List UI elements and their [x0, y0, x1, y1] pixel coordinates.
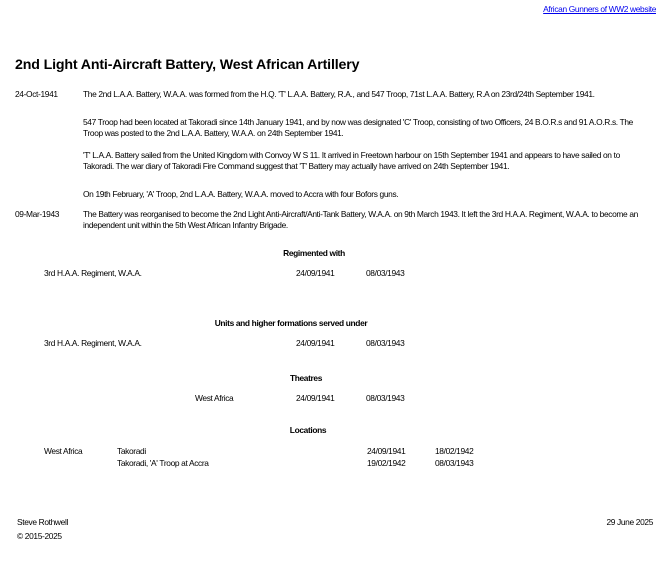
location-place: Takoradi	[117, 446, 146, 456]
regiment-to-date: 08/03/1943	[366, 268, 405, 278]
footer-date: 29 June 2025	[606, 517, 653, 527]
regimented-with-heading: Regimented with	[283, 248, 345, 258]
history-date: 24-Oct-1941	[15, 89, 58, 99]
history-date: 09-Mar-1943	[15, 209, 60, 219]
location-to-date: 08/03/1943	[435, 458, 474, 468]
history-paragraph: The Battery was reorganised to become the 2nd Light Anti-Aircraft/Anti-Tank Battery, W.A.A. on 9th March 1943. It left the 3rd H.A.A. Regiment, W.A.A. to become an independent unit within the 5th West African Infantry Brigade.	[83, 209, 638, 230]
site-home-link[interactable]: African Gunners of WW2 website	[543, 4, 656, 14]
units-served-heading: Units and higher formations served under	[214, 318, 368, 328]
theatre-name: West Africa	[195, 393, 234, 403]
theatre-to-date: 08/03/1943	[366, 393, 405, 403]
regiment-name: 3rd H.A.A. Regiment, W.A.A.	[44, 268, 142, 278]
theatres-heading: Theatres	[289, 373, 323, 383]
history-paragraph: On 19th February, 'A' Troop, 2nd L.A.A. Battery, W.A.A. moved to Accra with four Bofors guns.	[83, 189, 399, 199]
location-from-date: 24/09/1941	[367, 446, 406, 456]
theatre-from-date: 24/09/1941	[296, 393, 335, 403]
footer-author: Steve Rothwell	[17, 517, 68, 527]
location-place: Takoradi, 'A' Troop at Accra	[117, 458, 209, 468]
location-to-date: 18/02/1942	[435, 446, 474, 456]
history-paragraph: 547 Troop had been located at Takoradi since 14th January 1941, and by now was designated 'C' Troop, consisting of two Officers, 24 B.O.R.s and 91 A.O.R.s. The Troop was posted to the 2nd L.A.A. Battery, W.A.A. on 24th September 1941.	[83, 117, 633, 138]
history-paragraph: The 2nd L.A.A. Battery, W.A.A. was formed from the H.Q. 'T' L.A.A. Battery, R.A., and 547 Troop, 71st L.A.A. Battery, R.A on 23rd/24th September 1941.	[83, 89, 595, 99]
history-paragraph: 'T' L.A.A. Battery sailed from the United Kingdom with Convoy W S 11. It arrived in Freetown harbour on 15th September 1941 and appears to have sailed on to Takoradi. The war diary of Takoradi Fire Command suggest that 'T' Battery may actually have arrived on 24th September 1941.	[83, 150, 620, 171]
page-title: 2nd Light Anti-Aircraft Battery, West African Artillery	[15, 57, 360, 73]
unit-from-date: 24/09/1941	[296, 338, 335, 348]
footer-copyright: © 2015-2025	[17, 531, 62, 541]
regiment-from-date: 24/09/1941	[296, 268, 335, 278]
location-region: West Africa	[44, 446, 83, 456]
unit-to-date: 08/03/1943	[366, 338, 405, 348]
unit-name: 3rd H.A.A. Regiment, W.A.A.	[44, 338, 142, 348]
location-from-date: 19/02/1942	[367, 458, 406, 468]
locations-heading: Locations	[289, 425, 327, 435]
